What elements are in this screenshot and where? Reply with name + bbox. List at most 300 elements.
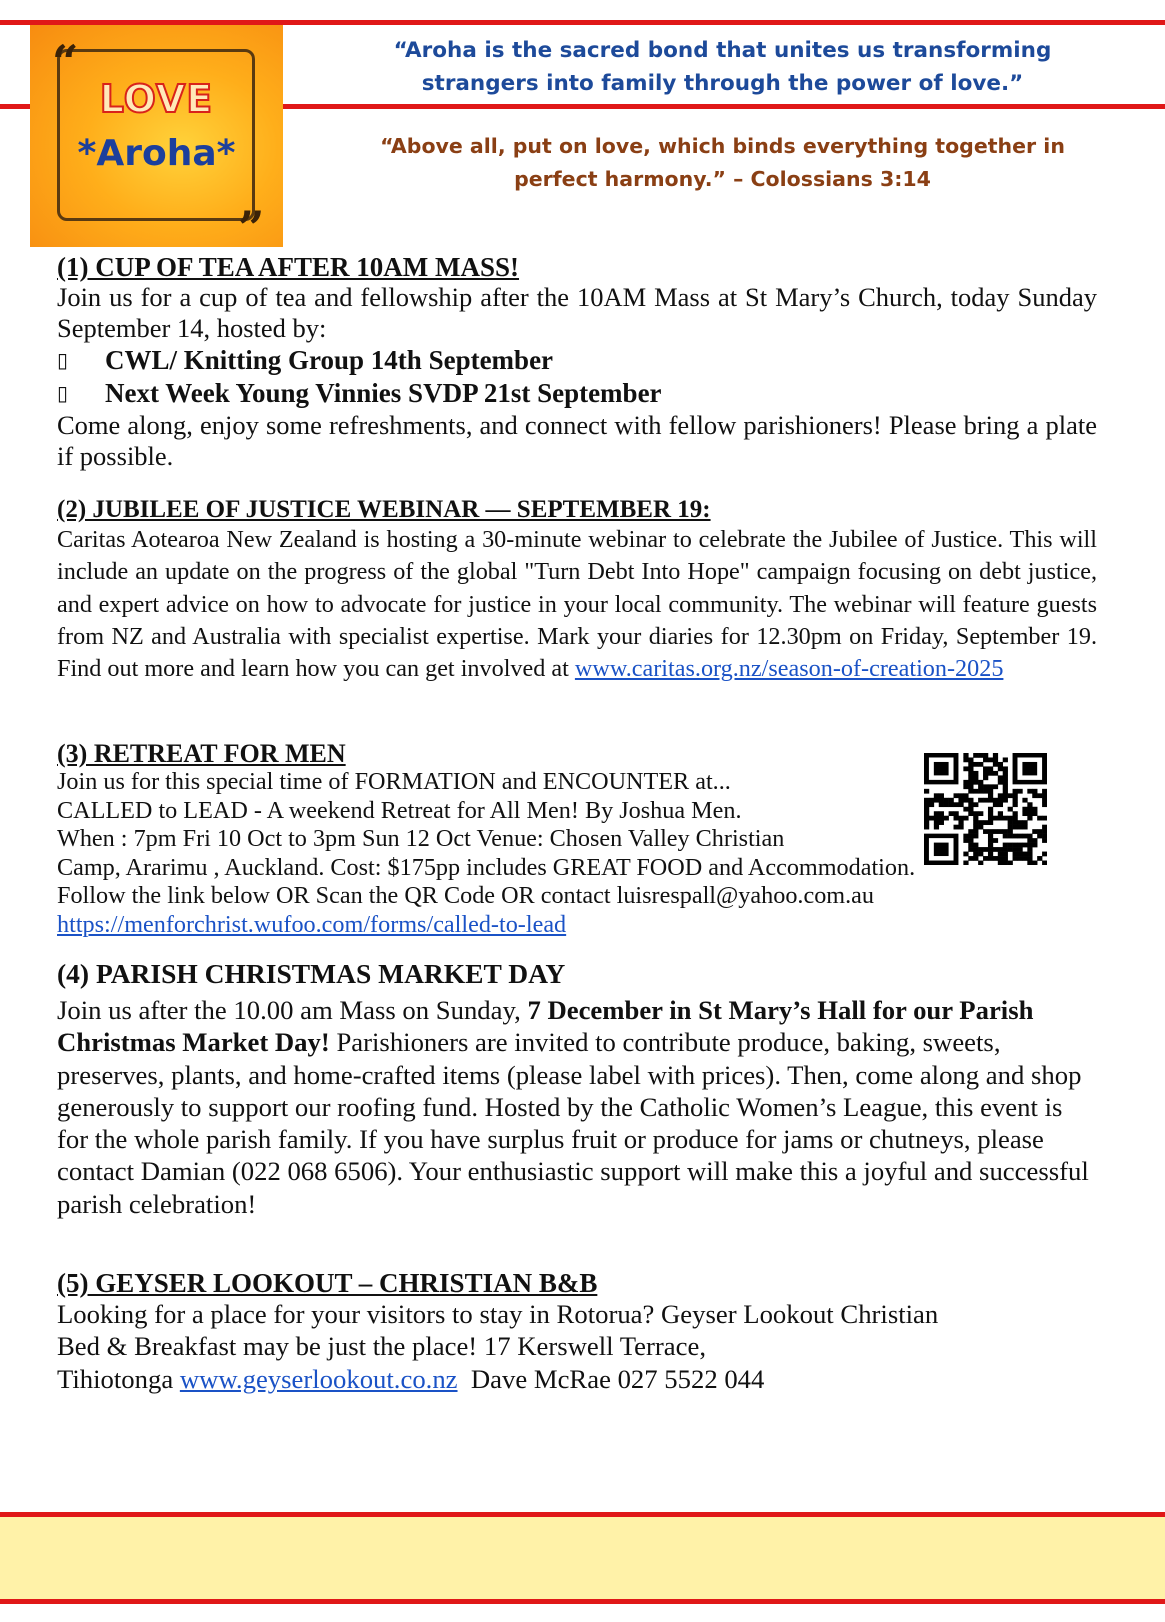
section-christmas-market	[57, 958, 1097, 1220]
qr-module	[968, 766, 973, 771]
qr-module	[944, 802, 949, 807]
qr-module	[963, 861, 968, 865]
qr-module	[963, 816, 968, 821]
love-aroha-logo	[30, 25, 283, 247]
qr-module	[988, 834, 993, 839]
qr-module	[1032, 829, 1037, 834]
qr-module	[988, 829, 993, 834]
bullet-text: Next Week Young Vinnies SVDP 21st September	[105, 378, 662, 408]
footer-band	[0, 1517, 1165, 1599]
section-heading: (3) RETREAT FOR MEN	[57, 739, 346, 768]
section-body-bold: 7 December in St Mary’s Hall for our Parish Christmas Market Day!	[57, 995, 1034, 1058]
qr-module	[924, 816, 929, 821]
qr-module	[958, 802, 963, 807]
qr-module	[963, 838, 968, 843]
qr-module	[988, 798, 993, 803]
qr-module	[973, 834, 978, 839]
qr-module	[993, 762, 998, 767]
qr-module	[1008, 793, 1013, 798]
qr-module	[983, 784, 988, 789]
qr-module	[988, 784, 993, 789]
qr-module	[1003, 856, 1008, 861]
qr-module	[978, 789, 983, 794]
qr-module	[968, 771, 973, 776]
qr-module	[1003, 829, 1008, 834]
qr-module	[993, 838, 998, 843]
qr-module	[1013, 856, 1018, 861]
qr-module	[978, 811, 983, 816]
logo-aroha-text: *Aroha*	[77, 133, 236, 174]
qr-module	[934, 798, 939, 803]
logo-close-quote: ”	[238, 201, 265, 247]
qr-module	[988, 757, 993, 762]
bullet-marker: ▯	[57, 381, 69, 405]
section-intro: Join us for a cup of tea and fellowship after the 10AM Mass at St Mary’s Church, today Sunday September 14, hosted by:	[57, 282, 1097, 343]
section-heading: (5) GEYSER LOOKOUT – CHRISTIAN B&B	[57, 1268, 598, 1298]
qr-module	[1013, 798, 1018, 803]
qr-module	[1003, 757, 1008, 762]
qr-module	[978, 861, 983, 865]
qr-module	[939, 798, 944, 803]
bullet-text: CWL/ Knitting Group 14th September	[105, 345, 554, 375]
qr-code-image[interactable]	[924, 753, 1047, 865]
qr-module	[1027, 834, 1032, 839]
qr-module	[1003, 852, 1008, 857]
qr-module	[968, 811, 973, 816]
qr-module	[988, 789, 993, 794]
qr-module	[968, 798, 973, 803]
qr-module	[988, 807, 993, 812]
qr-module	[1017, 843, 1022, 848]
aroha-quote-line-2: strangers into family through the power of love.”	[421, 71, 1024, 96]
qr-module	[1027, 861, 1032, 865]
qr-module	[1032, 861, 1037, 865]
qr-module	[1003, 816, 1008, 821]
qr-module	[1003, 784, 1008, 789]
qr-module	[954, 811, 959, 816]
qr-module	[983, 766, 988, 771]
qr-module	[1027, 852, 1032, 857]
qr-module	[1032, 807, 1037, 812]
qr-module	[1027, 847, 1032, 852]
qr-module	[949, 798, 954, 803]
qr-module	[929, 802, 934, 807]
qr-module	[998, 798, 1003, 803]
qr-module	[1013, 847, 1018, 852]
aroha-quote	[300, 34, 1145, 100]
logo-open-quote: “	[52, 35, 79, 89]
qr-module	[993, 784, 998, 789]
qr-module	[993, 802, 998, 807]
qr-module	[983, 847, 988, 852]
qr-module	[924, 798, 929, 803]
qr-module	[939, 793, 944, 798]
qr-module	[939, 816, 944, 821]
qr-module	[1013, 852, 1018, 857]
qr-module	[963, 753, 968, 758]
qr-module	[1032, 838, 1037, 843]
retreat-line: Follow the link below OR Scan the QR Code OR contact luisrespall@yahoo.com.au	[57, 882, 874, 910]
qr-module	[973, 753, 978, 758]
qr-module	[924, 811, 929, 816]
qr-module	[963, 852, 968, 857]
qr-module	[968, 847, 973, 852]
section-body-end: Parishioners are invited to contribute produce, baking, sweets, preserves, plants, and home-crafted items (please label with prices). Then, come along and shop generously to support our roofing fund. Hosted by the Catholic Women’s League, this event is for the whole parish family. If you have surplus fruit or produce for jams or chutneys, please contact Damian (022 068 6506). Your enthusiastic support will make this a joyful and successful parish celebration!	[57, 1027, 1089, 1219]
section-body	[57, 994, 1097, 1220]
qr-module	[939, 820, 944, 825]
qr-module	[973, 825, 978, 830]
qr-module	[1013, 843, 1018, 848]
qr-module	[973, 820, 978, 825]
qr-module	[993, 771, 998, 776]
qr-module	[954, 802, 959, 807]
qr-module	[1027, 843, 1032, 848]
bullet-marker: ▯	[57, 348, 69, 372]
qr-module	[1042, 852, 1047, 857]
logo-love-text: LOVE	[99, 77, 214, 121]
qr-module	[949, 802, 954, 807]
qr-finder	[934, 843, 949, 856]
qr-module	[998, 861, 1003, 865]
qr-module	[1008, 834, 1013, 839]
section-heading: (1) CUP OF TEA AFTER 10AM MASS!	[57, 252, 520, 282]
geyser-contact: Dave McRae 027 5522 044	[457, 1363, 765, 1394]
qr-module	[988, 852, 993, 857]
retreat-line: CALLED to LEAD - A weekend Retreat for All Men! By Joshua Men.	[57, 796, 742, 824]
qr-module	[924, 807, 929, 812]
qr-module	[968, 807, 973, 812]
qr-module	[934, 820, 939, 825]
qr-module	[963, 793, 968, 798]
bullet-item	[57, 344, 1097, 377]
qr-module	[973, 811, 978, 816]
qr-module	[998, 852, 1003, 857]
qr-module	[958, 825, 963, 830]
qr-finder	[934, 762, 949, 775]
qr-module	[924, 802, 929, 807]
qr-module	[973, 789, 978, 794]
qr-module	[958, 793, 963, 798]
qr-module	[944, 816, 949, 821]
qr-module	[968, 834, 973, 839]
qr-module	[973, 762, 978, 767]
qr-module	[1017, 856, 1022, 861]
qr-module	[983, 757, 988, 762]
qr-module	[983, 820, 988, 825]
qr-module	[1022, 807, 1027, 812]
qr-module	[939, 802, 944, 807]
qr-module	[1027, 811, 1032, 816]
qr-module	[1042, 834, 1047, 839]
qr-module	[988, 816, 993, 821]
qr-module	[968, 789, 973, 794]
geyser-location: Tihiotonga	[57, 1363, 180, 1394]
qr-module	[934, 816, 939, 821]
qr-module	[1013, 789, 1018, 794]
qr-module	[973, 802, 978, 807]
qr-module	[983, 771, 988, 776]
qr-module	[973, 780, 978, 785]
qr-module	[1003, 793, 1008, 798]
qr-module	[1032, 811, 1037, 816]
section-body	[57, 524, 1097, 685]
qr-module	[988, 843, 993, 848]
qr-module	[978, 784, 983, 789]
qr-module	[1008, 807, 1013, 812]
qr-module	[1008, 829, 1013, 834]
geyser-line	[57, 1363, 1097, 1395]
qr-module	[988, 766, 993, 771]
qr-module	[1027, 802, 1032, 807]
qr-module	[1042, 861, 1047, 865]
qr-module	[1017, 820, 1022, 825]
retreat-line: Camp, Ararimu , Auckland. Cost: $175pp includes GREAT FOOD and Accommodation.	[57, 853, 916, 881]
qr-module	[1008, 825, 1013, 830]
qr-module	[958, 798, 963, 803]
qr-module	[988, 856, 993, 861]
qr-module	[924, 820, 929, 825]
qr-module	[1037, 829, 1042, 834]
qr-module	[963, 757, 968, 762]
qr-module	[1032, 789, 1037, 794]
qr-module	[1003, 771, 1008, 776]
qr-module	[983, 856, 988, 861]
qr-module	[958, 816, 963, 821]
section-body-start: Join us after the 10.00 am Mass on Sunday,	[57, 995, 528, 1025]
qr-module	[1017, 834, 1022, 839]
section-jubilee-webinar	[57, 496, 1097, 685]
qr-module	[1013, 834, 1018, 839]
qr-module	[1013, 825, 1018, 830]
qr-module	[1008, 816, 1013, 821]
retreat-line: When : 7pm Fri 10 Oct to 3pm Sun 12 Oct Venue: Chosen Valley Christian	[57, 825, 785, 853]
qr-module	[954, 793, 959, 798]
qr-module	[968, 802, 973, 807]
qr-module	[929, 798, 934, 803]
qr-module	[998, 775, 1003, 780]
qr-module	[1008, 820, 1013, 825]
qr-module	[968, 784, 973, 789]
qr-module	[998, 762, 1003, 767]
qr-module	[1003, 766, 1008, 771]
qr-module	[1037, 856, 1042, 861]
qr-module	[998, 811, 1003, 816]
retreat-registration-link[interactable]: https://menforchrist.wufoo.com/forms/called-to-lead	[57, 910, 567, 938]
qr-module	[1022, 820, 1027, 825]
qr-module	[958, 820, 963, 825]
qr-module	[978, 852, 983, 857]
qr-module	[1003, 775, 1008, 780]
scripture-quote-line-2: perfect harmony.” – Colossians 3:14	[514, 167, 931, 191]
qr-module	[978, 798, 983, 803]
qr-module	[993, 753, 998, 758]
geyser-line: Bed & Breakfast may be just the place! 17 Kerswell Terrace,	[57, 1331, 707, 1362]
qr-module	[963, 780, 968, 785]
qr-module	[934, 811, 939, 816]
section-cup-of-tea	[57, 252, 1097, 472]
qr-module	[1013, 816, 1018, 821]
qr-module	[1042, 789, 1047, 794]
qr-module	[934, 793, 939, 798]
bullet-item	[57, 377, 1097, 410]
qr-module	[968, 757, 973, 762]
qr-module	[993, 757, 998, 762]
qr-module	[993, 816, 998, 821]
qr-module	[968, 856, 973, 861]
section-body-text: Caritas Aotearoa New Zealand is hosting a 30-minute webinar to celebrate the Jubilee of Justice. This will include an update on the progress of the global "Turn Debt Into Hope" campaign focusing on debt justice, and expert advice on how to advocate for justice in your local community. The webinar will feature guests from NZ and Australia with specialist expertise. Mark your diaries for 12.30pm on Friday, September 19. Find out more and learn how you can get involved at	[57, 526, 1097, 683]
qr-module	[1042, 798, 1047, 803]
qr-module	[1042, 793, 1047, 798]
qr-module	[963, 784, 968, 789]
retreat-line: Join us for this special time of FORMATION and ENCOUNTER at...	[57, 768, 731, 795]
qr-module	[983, 789, 988, 794]
qr-module	[998, 829, 1003, 834]
qr-module	[934, 825, 939, 830]
qr-module	[954, 816, 959, 821]
qr-module	[1022, 856, 1027, 861]
qr-module	[973, 829, 978, 834]
qr-module	[924, 825, 929, 830]
qr-module	[1042, 802, 1047, 807]
qr-module	[968, 838, 973, 843]
qr-module	[1032, 843, 1037, 848]
qr-module	[1013, 793, 1018, 798]
qr-module	[988, 847, 993, 852]
qr-module	[1022, 852, 1027, 857]
qr-module	[993, 798, 998, 803]
qr-module	[944, 798, 949, 803]
qr-module	[924, 789, 929, 794]
qr-module	[983, 829, 988, 834]
qr-module	[1017, 789, 1022, 794]
qr-module	[993, 847, 998, 852]
qr-module	[1017, 852, 1022, 857]
qr-module	[1037, 793, 1042, 798]
qr-module	[998, 793, 1003, 798]
qr-module	[1027, 816, 1032, 821]
section-heading: (2) JUBILEE OF JUSTICE WEBINAR — SEPTEMBER 19:	[57, 496, 711, 523]
qr-module	[1003, 834, 1008, 839]
qr-module	[1042, 816, 1047, 821]
qr-module	[1042, 829, 1047, 834]
qr-module	[978, 825, 983, 830]
qr-module	[1027, 789, 1032, 794]
qr-module	[1013, 802, 1018, 807]
qr-module	[973, 852, 978, 857]
qr-module	[988, 793, 993, 798]
qr-module	[1003, 843, 1008, 848]
geyser-line: Looking for a place for your visitors to stay in Rotorua? Geyser Lookout Christian	[57, 1299, 939, 1329]
qr-module	[1037, 816, 1042, 821]
qr-module	[1003, 847, 1008, 852]
qr-module	[963, 766, 968, 771]
qr-module	[968, 829, 973, 834]
qr-module	[1013, 820, 1018, 825]
qr-module	[973, 843, 978, 848]
qr-module	[963, 807, 968, 812]
qr-module	[998, 856, 1003, 861]
aroha-quote-line-1: “Aroha is the sacred bond that unites us transforming	[393, 38, 1052, 63]
qr-module	[1027, 856, 1032, 861]
qr-module	[1008, 843, 1013, 848]
scripture-quote	[300, 130, 1145, 196]
qr-module	[1037, 834, 1042, 839]
qr-module	[973, 816, 978, 821]
qr-module	[1008, 847, 1013, 852]
qr-module	[968, 775, 973, 780]
qr-module	[983, 775, 988, 780]
qr-module	[988, 771, 993, 776]
qr-module	[998, 802, 1003, 807]
qr-module	[993, 856, 998, 861]
qr-module	[978, 847, 983, 852]
qr-module	[1022, 834, 1027, 839]
qr-module	[1008, 861, 1013, 865]
qr-module	[929, 816, 934, 821]
qr-module	[968, 762, 973, 767]
qr-module	[949, 811, 954, 816]
qr-module	[1042, 838, 1047, 843]
qr-module	[983, 753, 988, 758]
qr-module	[1013, 811, 1018, 816]
qr-module	[954, 825, 959, 830]
qr-module	[998, 847, 1003, 852]
qr-module	[1042, 825, 1047, 830]
qr-module	[1027, 838, 1032, 843]
scripture-quote-line-1: “Above all, put on love, which binds everything together in	[380, 134, 1065, 158]
qr-module	[973, 847, 978, 852]
qr-module	[993, 829, 998, 834]
qr-module	[1022, 811, 1027, 816]
qr-module	[1027, 807, 1032, 812]
qr-module	[978, 780, 983, 785]
qr-finder	[1022, 762, 1037, 775]
qr-module	[988, 820, 993, 825]
qr-module	[1003, 780, 1008, 785]
qr-module	[968, 843, 973, 848]
qr-module	[998, 816, 1003, 821]
section-closing: Come along, enjoy some refreshments, and connect with fellow parishioners! Please bring a plate if possible.	[57, 410, 1097, 471]
qr-module	[1017, 825, 1022, 830]
qr-module	[1022, 798, 1027, 803]
qr-module	[1022, 825, 1027, 830]
qr-module	[1017, 847, 1022, 852]
qr-module	[983, 798, 988, 803]
qr-module	[978, 820, 983, 825]
qr-module	[1032, 793, 1037, 798]
section-heading: (4) PARISH CHRISTMAS MARKET DAY	[57, 958, 566, 989]
qr-module	[978, 762, 983, 767]
qr-module	[973, 856, 978, 861]
caritas-link[interactable]: www.caritas.org.nz/season-of-creation-2025	[574, 655, 1004, 683]
qr-module	[963, 798, 968, 803]
qr-module	[998, 780, 1003, 785]
qr-module	[1003, 798, 1008, 803]
section-geyser-lookout	[57, 1268, 1097, 1395]
qr-module	[963, 834, 968, 839]
qr-module	[973, 771, 978, 776]
qr-module	[1003, 789, 1008, 794]
footer-bottom-rule	[0, 1599, 1165, 1604]
qr-module	[1022, 843, 1027, 848]
qr-module	[978, 753, 983, 758]
qr-module	[973, 775, 978, 780]
qr-module	[998, 766, 1003, 771]
geyser-lookout-link[interactable]: www.geyserlookout.co.nz	[179, 1363, 458, 1394]
qr-module	[1003, 861, 1008, 865]
qr-module	[988, 838, 993, 843]
qr-module	[988, 811, 993, 816]
